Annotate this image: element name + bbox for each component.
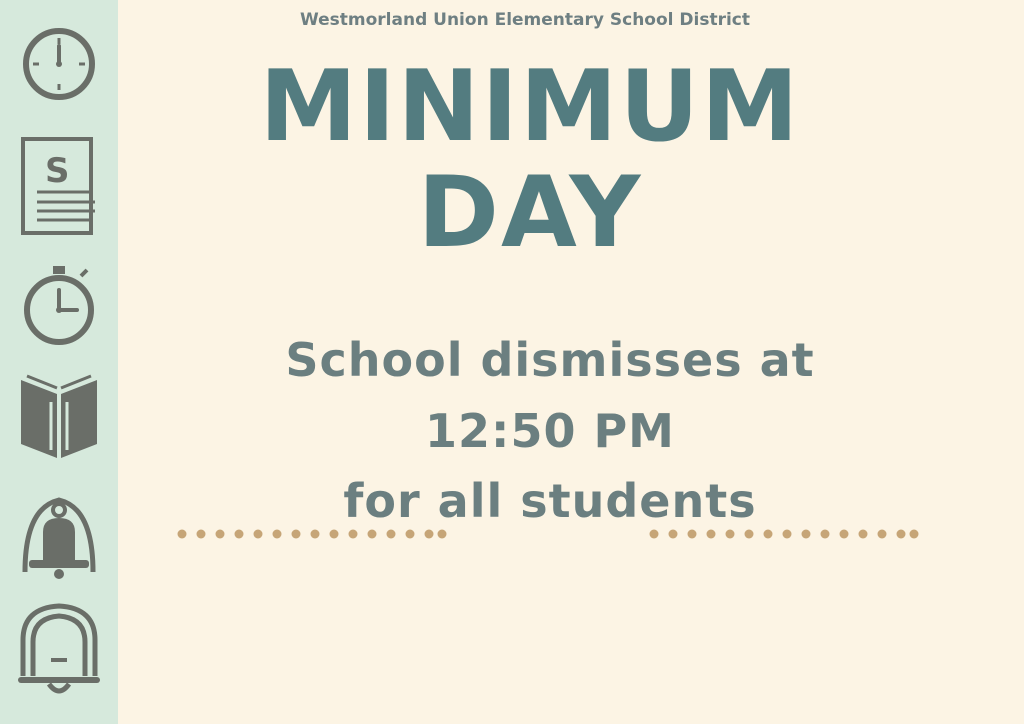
- clock-icon: [17, 26, 101, 102]
- stopwatch-icon: [17, 266, 101, 346]
- svg-text:S: S: [45, 151, 70, 191]
- notebook-icon: [17, 136, 101, 236]
- icon-sidebar: [0, 0, 118, 724]
- open-book-icon: [17, 372, 101, 462]
- school-bell-icon: [17, 488, 101, 582]
- dotted-divider-right: [648, 526, 920, 540]
- title-line-1: MINIMUM: [259, 50, 801, 164]
- message-line-1: School dismisses at: [285, 333, 815, 387]
- dotted-divider-left: [176, 526, 448, 540]
- message-line-2: 12:50 PM: [425, 404, 675, 458]
- bell-icon: [17, 600, 101, 700]
- district-name: Westmorland Union Elementary School District: [299, 10, 751, 30]
- message-line-3: for all students: [343, 474, 757, 528]
- title-line-2: DAY: [417, 156, 643, 270]
